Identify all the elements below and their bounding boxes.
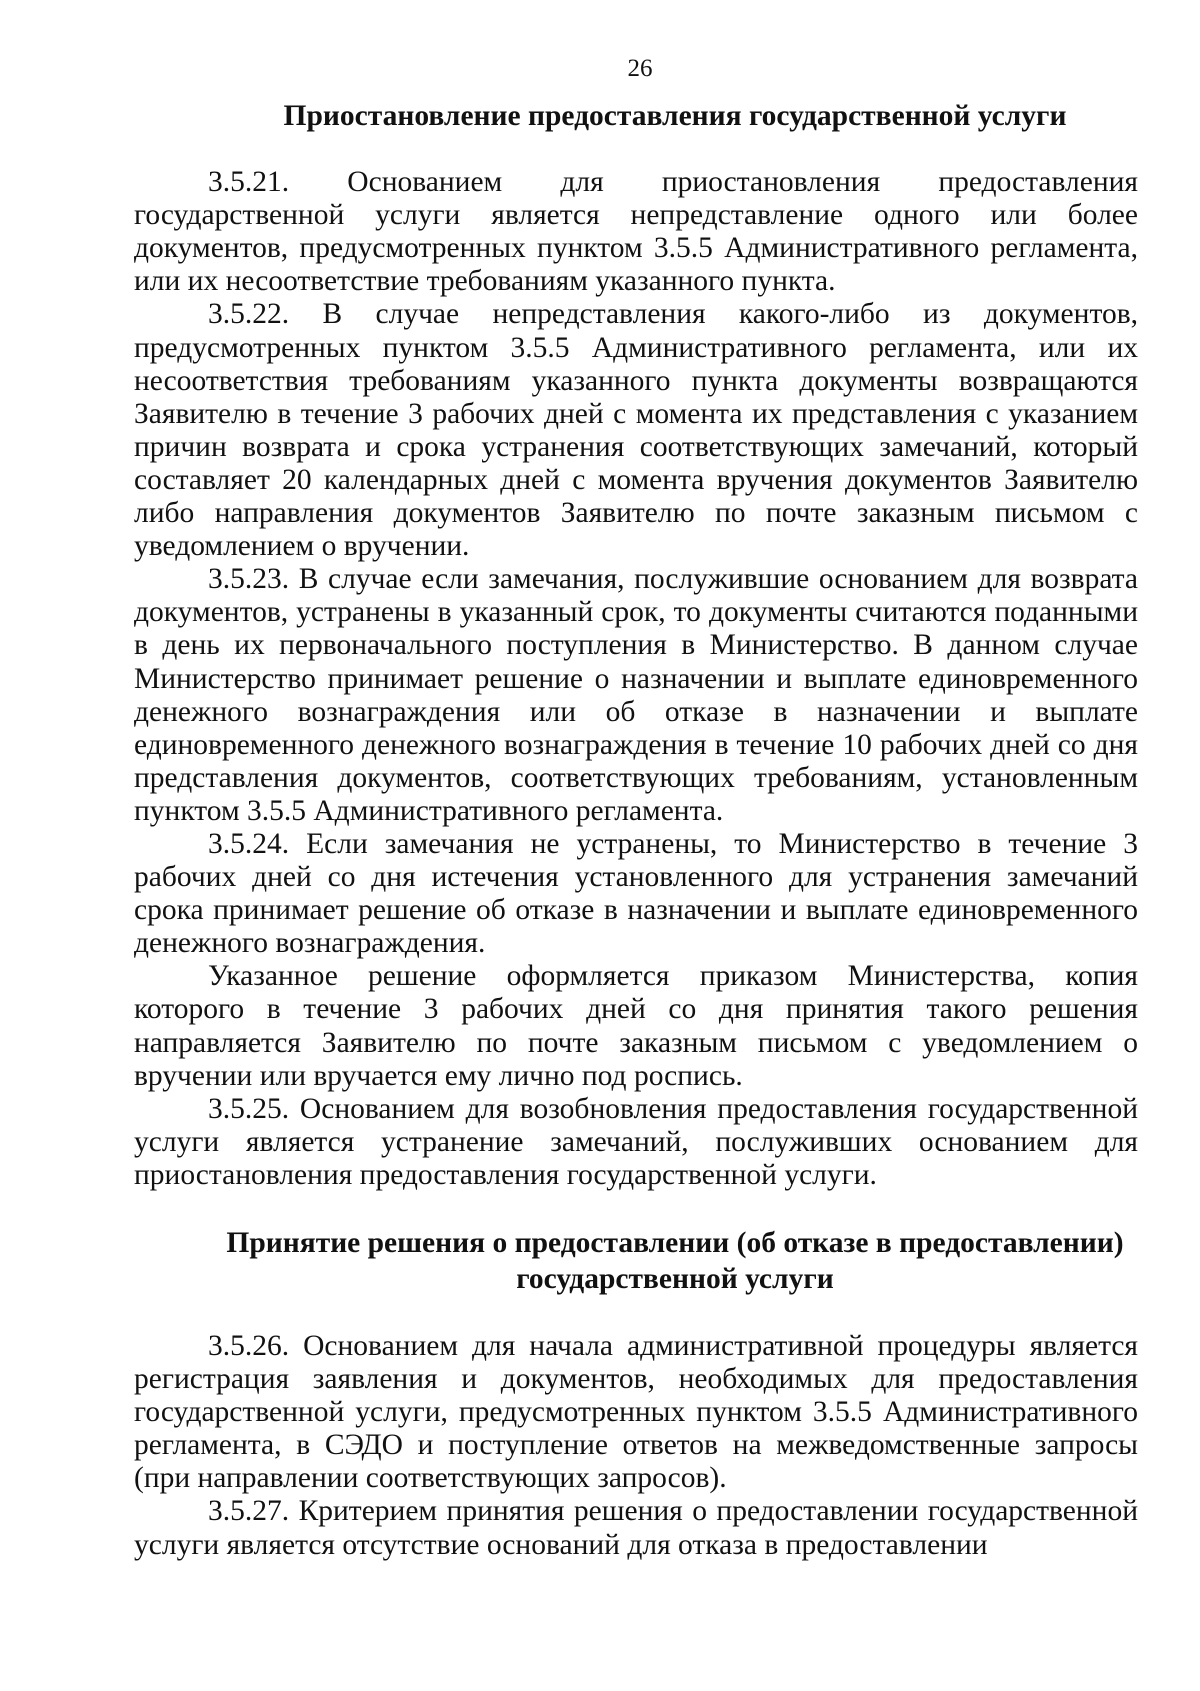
section-heading-suspension: Приостановление предоставления государственной услуги [283, 100, 1067, 132]
section-heading-decision [134, 1225, 1138, 1297]
paragraph-3-5-21: 3.5.21. Основанием для приостановления предоставления государственной услуги является непредставление одного или более документов, предусмотренных пунктом 3.5.5 Административного регламента, или их несоответствие требованиям указанного пункта. [134, 166, 1138, 298]
paragraph-3-5-22: 3.5.22. В случае непредставления какого-либо из документов, предусмотренных пунктом 3.5.5 Административного регламента, или их несоответствия требованиям указанного пункта документы возвращаются Заявителю в течение 3 рабочих дней с момента их представления с указанием причин возврата и срока устранения соответствующих замечаний, который составляет 20 календарных дней с момента вручения документов Заявителю либо направления документов Заявителю по почте заказным письмом с уведомлением о вручении. [134, 298, 1138, 563]
section-heading-decision-line-1: Принятие решения о предоставлении (об отказе в предоставлении) [226, 1227, 1124, 1259]
section-heading-decision-line-2: государственной услуги [516, 1263, 834, 1295]
paragraph-3-5-26: 3.5.26. Основанием для начала административной процедуры является регистрация заявления и документов, необходимых для предоставления государственной услуги, предусмотренных пунктом 3.5.5 Административного регламента, в СЭДО и поступление ответов на межведомственные запросы (при направлении соответствующих запросов). [134, 1330, 1138, 1495]
paragraph-3-5-23: 3.5.23. В случае если замечания, послужившие основанием для возврата документов, устранены в указанный срок, то документы считаются поданными в день их первоначального поступления в Министерство. В данном случае Министерство принимает решение о назначении и выплате единовременного денежного вознаграждения или об отказе в назначении и выплате единовременного денежного вознаграждения в течение 10 рабочих дней со дня представления документов, соответствующих требованиям, установленным пунктом 3.5.5 Административного регламента. [134, 563, 1138, 827]
paragraph-3-5-27: 3.5.27. Критерием принятия решения о предоставлении государственной услуги является отсутствие оснований для отказа в предоставлении [134, 1495, 1138, 1561]
paragraph-3-5-24: 3.5.24. Если замечания не устранены, то Министерство в течение 3 рабочих дней со дня истечения установленного для устранения замечаний срока принимает решение об отказе в назначении и выплате единовременного денежного вознаграждения. [134, 827, 1138, 960]
paragraph-3-5-25: 3.5.25. Основанием для возобновления предоставления государственной услуги является устранение замечаний, послуживших основанием для приостановления предоставления государственной услуги. [134, 1092, 1138, 1191]
page-number: 26 [627, 55, 653, 82]
paragraph-decision-note: Указанное решение оформляется приказом Министерства, копия которого в течение 3 рабочих дней со дня принятия такого решения направляется Заявителю по почте заказным письмом с уведомлением о вручении или вручается ему лично под роспись. [134, 960, 1138, 1092]
document-body [134, 100, 1138, 1562]
